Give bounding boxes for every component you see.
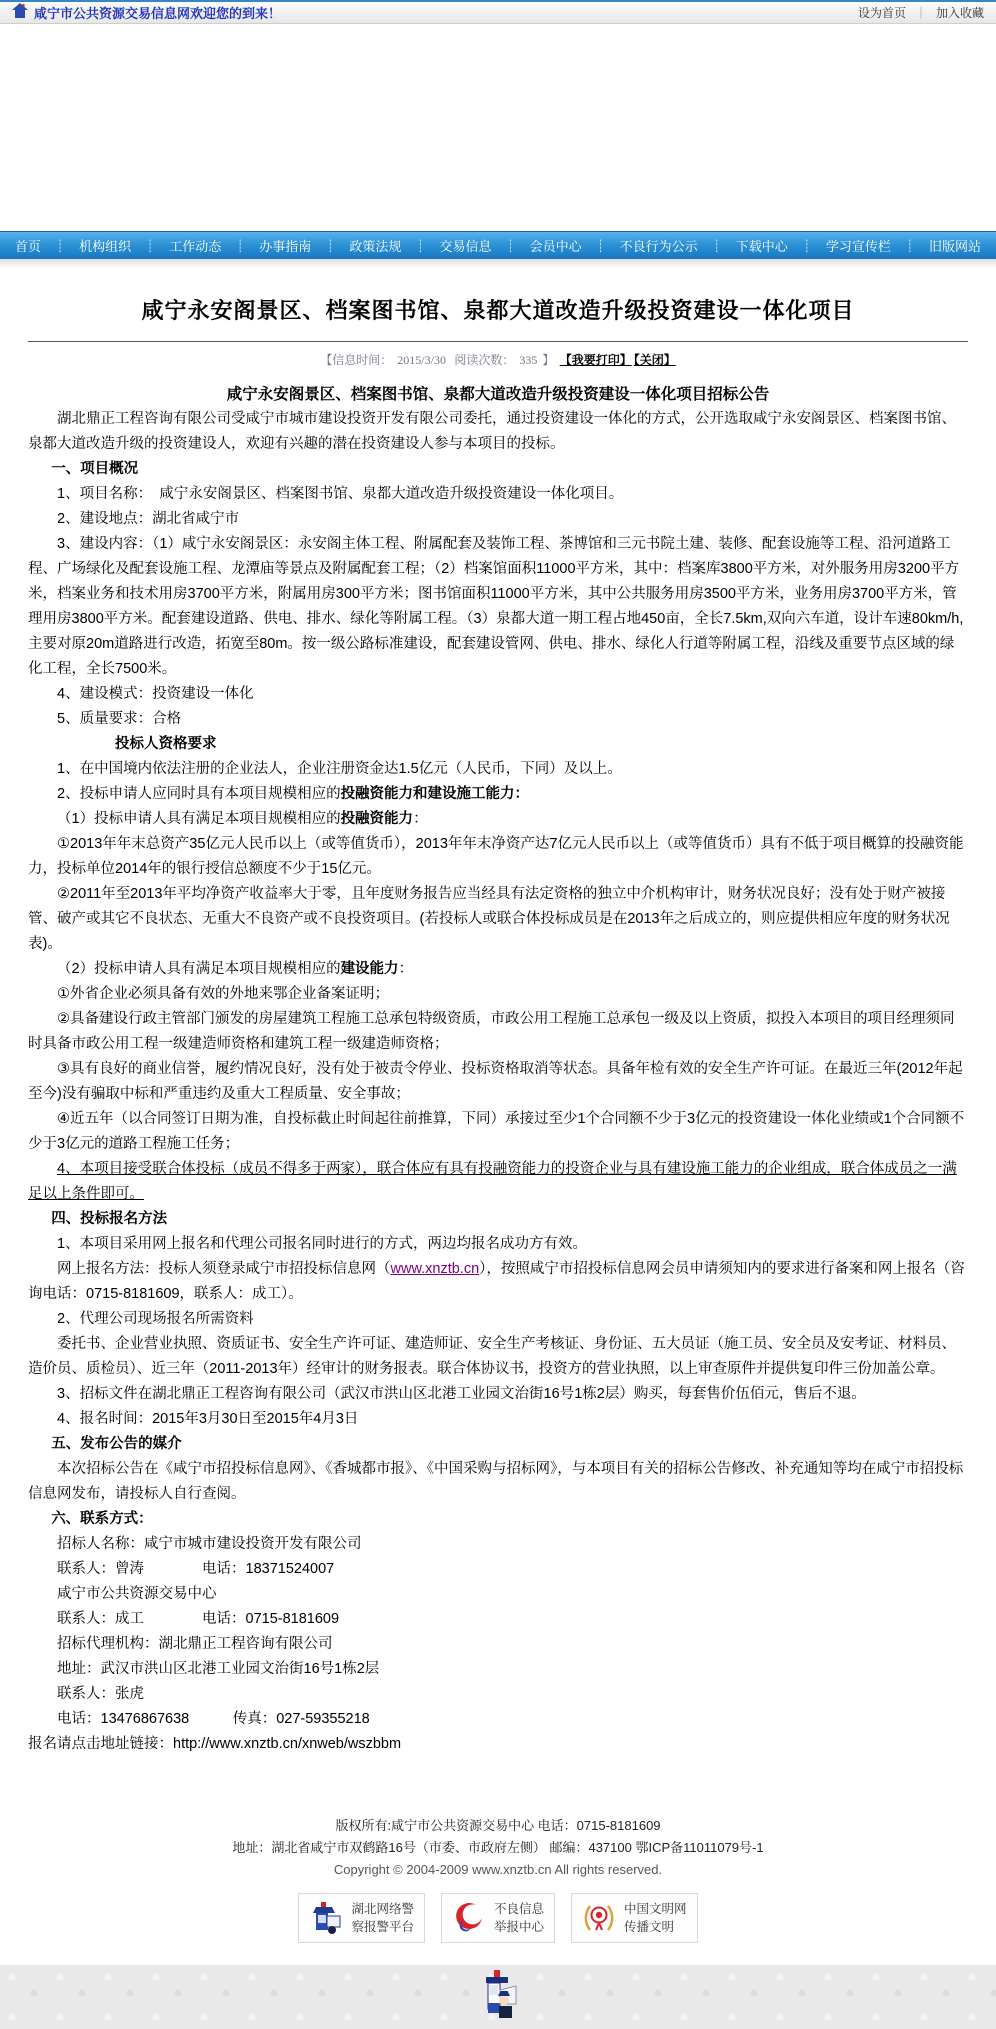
badge-label-line: 举报中心 (493, 1920, 544, 1934)
nav-separator: ┊ (803, 238, 811, 253)
nav-separator: ┊ (597, 238, 605, 253)
article-paragraph (28, 807, 968, 832)
paragraph-text: 3、招标文件在湖北鼎正工程咨询有限公司（武汉市洪山区北港工业园文治街16号1栋2层）购买，每套售价伍佰元，售后不退。 (57, 1386, 866, 1402)
nav-separator: ┊ (146, 238, 154, 253)
article-paragraph (28, 707, 968, 732)
paragraph-text: 地址：武汉市洪山区北港工业园文治街16号1栋2层 (57, 1661, 380, 1677)
article-paragraph (28, 1732, 968, 1757)
article-paragraph (28, 532, 968, 682)
article-paragraph (28, 1657, 968, 1682)
nav-item-work-news[interactable]: 工作动态 (169, 239, 222, 254)
paragraph-text: 招标人名称：咸宁市城市建设投资开发有限公司 (57, 1536, 362, 1552)
nav-separator: ┊ (236, 238, 244, 253)
paragraph-text: 联系人：张虎 (57, 1686, 144, 1702)
article-paragraph (28, 507, 968, 532)
badge-label-line: 传播文明 (624, 1920, 675, 1934)
paragraph-text: 3、建设内容：（1）咸宁永安阁景区：永安阁主体工程、附属配套及装饰工程、茶博馆和三元书院土建、装修、配套设施等工程、沿河道路工程、广场绿化及配套设施工程、龙潭庙等景点及附属配套工程；（2）档案馆面积11000平方米，其中：档案库3800平方米，对外服务用房3200平方米，档案业务和技术用房3700平方米，附属用房300平方米；图书馆面积11000平方米，其中公共服务用房3500平方米，业务用房3700平方米，管理用房3800平方米。配套建设道路、供电、排水、绿化等附属工程。（3）泉都大道一期工程占地450亩，全长7.5km,双向六车道，设计车速80km/h,主要对原20m道路进行改造，拓宽至80m。按一级公路标准建设，配套建设管网、供电、排水、绿化人行道等附属工程，沿线及重要节点区域的绿化工程，全长7500米。 (28, 536, 964, 677)
nav-separator: ┊ (326, 238, 334, 253)
footer (0, 1757, 996, 1943)
paragraph-text: 投标人资格要求 (115, 736, 217, 752)
footer-copyright: Copyright © 2004-2009 www.xnztb.cn All rights reserved. (333, 1862, 663, 1877)
badge-label-line: 不良信息 (493, 1902, 544, 1916)
article-paragraph (28, 407, 968, 457)
article-paragraph (28, 782, 968, 807)
topbar (0, 0, 996, 24)
paragraph-text: 4、本项目接受联合体投标（成员不得多于两家），联合体应有具有投融资能力的投资企业与具有建设施工能力的企业组成，联合体成员之一满足以上条件即可。 (28, 1161, 957, 1202)
paragraph-text: ： (398, 961, 414, 977)
paragraph-text: 联系人：成工 电话：0715-8181609 (57, 1611, 340, 1627)
article-paragraph (28, 1532, 968, 1557)
article-paragraph (28, 1682, 968, 1707)
section-heading (28, 1507, 968, 1532)
article-paragraph (28, 1382, 968, 1407)
read-count-value: 335 (519, 353, 538, 367)
article-paragraph (28, 1707, 968, 1732)
nav-separator: ┊ (713, 238, 721, 253)
topbar-divider: ｜ (914, 6, 927, 20)
badge-label (624, 1900, 687, 1936)
footer-badge[interactable] (441, 1893, 555, 1943)
paragraph-text: （2）投标申请人具有满足本项目规模相应的 (57, 961, 341, 977)
paragraph-text: 1、本项目采用网上报名和代理公司报名同时进行的方式，两边均报名成功方有效。 (57, 1236, 588, 1252)
nav-bottom-strip (0, 259, 996, 268)
badge-label-line: 中国文明网 (624, 1902, 687, 1916)
badge-label-line: 察报警平台 (351, 1920, 414, 1934)
set-home-link[interactable]: 设为首页 (857, 6, 906, 20)
nav-item-member-center[interactable]: 会员中心 (529, 239, 582, 254)
nav-item-organization[interactable]: 机构组织 (79, 239, 132, 254)
read-count-label: 阅读次数： (454, 353, 515, 367)
article-paragraph (28, 482, 968, 507)
paragraph-text: 投融资能力 (340, 811, 414, 827)
topbar-left (12, 3, 281, 23)
paragraph-text: 咸宁市公共资源交易中心 (57, 1586, 217, 1602)
nav-separator: ┊ (56, 238, 64, 253)
paragraph-text: ③具有良好的商业信誉，履约情况良好，没有处于被责令停业、投标资格取消等状态。具备年检有效的安全生产许可证。在最近三年(2012年起至今)没有骗取中标和严重违约及重大工程质量、安全事故； (28, 1061, 963, 1102)
paragraph-text: ②具备建设行政主管部门颁发的房屋建筑工程施工总承包特级资质，市政公用工程施工总承包一级及以上资质，拟投入本项目的项目经理须同时具备市政公用工程一级建造师资格和建筑工程一级建造师资格； (28, 1011, 955, 1052)
nav-separator: ┊ (416, 238, 425, 253)
title-divider (28, 341, 968, 342)
paragraph-text: 1、在中国境内依法注册的企业法人，企业注册资金达1.5亿元（人民币，下同）及以上。 (57, 761, 622, 777)
badge-label (494, 1900, 544, 1936)
article-paragraph (28, 1057, 968, 1107)
main-nav (0, 231, 996, 259)
paragraph-text: 六、联系方式： (51, 1511, 153, 1527)
article-paragraph (28, 1407, 968, 1432)
article-paragraph (28, 1582, 968, 1607)
topbar-right (858, 4, 984, 21)
announcement-title (28, 382, 968, 407)
article-paragraph (28, 1332, 968, 1382)
paragraph-text: 4、建设模式：投资建设一体化 (57, 686, 254, 702)
inline-link[interactable]: www.xnztb.cn (390, 1261, 480, 1277)
paragraph-text: 2、投标申请人应同时具有本项目规模相应的 (57, 786, 341, 802)
nav-item-service-guide[interactable]: 办事指南 (259, 239, 312, 254)
report-center-icon (452, 1901, 486, 1935)
article-paragraph (28, 1457, 968, 1507)
nav-item-old-site[interactable]: 旧版网站 (928, 239, 981, 254)
paragraph-text: ①外省企业必须具备有效的外地来鄂企业备案证明； (57, 986, 389, 1002)
nav-item-bad-behavior[interactable]: 不良行为公示 (619, 239, 698, 254)
paragraph-text: 4、报名时间：2015年3月30日至2015年4月3日 (57, 1411, 359, 1427)
paragraph-text: ： (413, 811, 428, 827)
banner-placeholder (0, 24, 996, 231)
footer-badge[interactable] (571, 1893, 698, 1943)
add-favorite-link[interactable]: 加入收藏 (935, 6, 984, 20)
page-title: 咸宁永安阁景区、档案图书馆、泉都大道改造升级投资建设一体化项目 (141, 298, 855, 323)
paragraph-text: ），按照咸宁市招投标信息网会员申请须知内的要求进行备案和网上报名（咨询电话：0715-8181609，联系人：成工）。 (28, 1261, 965, 1302)
section-heading (28, 1432, 968, 1457)
paragraph-text: 一、项目概况 (51, 461, 139, 477)
paragraph-text: 5、质量要求：合格 (57, 711, 182, 727)
civilization-network-icon (582, 1901, 616, 1935)
paragraph-text: 报名请点击地址链接：http://www.xnztb.cn/xnweb/wszbbm (28, 1736, 402, 1752)
paragraph-text: 招标代理机构：湖北鼎正工程咨询有限公司 (57, 1636, 333, 1652)
paragraph-text: 电话：13476867638 传真：027-59355218 (57, 1711, 370, 1727)
article-paragraph (28, 982, 968, 1007)
print-link[interactable]: 【我要打印】 (559, 353, 632, 367)
paragraph-text: 建设能力 (340, 961, 399, 977)
footer-address: 地址：湖北省咸宁市双鹤路16号（市委、市政府左侧） 邮编：437100 鄂ICP备11011079号-1 (232, 1840, 764, 1855)
footer-copyright-owner: 版权所有:咸宁市公共资源交易中心 电话：0715-8181609 (335, 1818, 661, 1833)
info-time-label: 【信息时间： (320, 353, 393, 367)
hubei-cyber-police-icon (309, 1901, 343, 1935)
article-meta (28, 351, 968, 368)
paragraph-text: 咸宁永安阁景区、档案图书馆、泉都大道改造升级投资建设一体化项目招标公告 (226, 386, 770, 403)
article-paragraph (28, 957, 968, 982)
paragraph-text: ①2013年年末总资产35亿元人民币以上（或等值货币），2013年年末净资产达7亿元人民币以上（或等值货币）具有不低于项目概算的投融资能力，投标单位2014年的银行授信总额度不少于15亿元。 (28, 836, 964, 877)
paragraph-text: 1、项目名称： 咸宁永安阁景区、档案图书馆、泉都大道改造升级投资建设一体化项目。 (57, 486, 624, 502)
section-heading (28, 457, 968, 482)
paragraph-text: 联系人：曾涛 电话：18371524007 (57, 1561, 335, 1577)
article-paragraph (28, 1632, 968, 1657)
nav-separator: ┊ (906, 238, 914, 253)
section-heading (28, 1207, 968, 1232)
paragraph-text: 委托书、企业营业执照、资质证书、安全生产许可证、建造师证、安全生产考核证、身份证、五大员证（施工员、安全员及安考证、材料员、造价员、质检员）、近三年（2011-2013年）经审计的财务报表。联合体协议书，投资方的营业执照，以上审查原件并提供复印件三份加盖公章。 (28, 1336, 956, 1377)
bottom-decorative-band (0, 1965, 996, 2029)
badge-label-line: 湖北网络警 (351, 1902, 414, 1916)
article-paragraph (28, 757, 968, 782)
info-time-value: 2015/3/30 (397, 353, 446, 367)
paragraph-text: 本次招标公告在《咸宁市招投标信息网》、《香城都市报》、《中国采购与招标网》，与本项目有关的招标公告修改、补充通知等均在咸宁市招投标信息网发布，请投标人自行查阅。 (28, 1461, 964, 1502)
meta-close-bracket: 】 (542, 353, 555, 367)
article-paragraph (28, 1157, 968, 1207)
article-paragraph (28, 1557, 968, 1582)
paragraph-text: 2、代理公司现场报名所需资料 (57, 1311, 254, 1327)
nav-item-download[interactable]: 下载中心 (735, 239, 788, 254)
nav-item-policy[interactable]: 政策法规 (349, 239, 402, 254)
paragraph-text: ④近五年（以合同签订日期为准，自投标截止时间起往前推算，下同）承接过至少1个合同额不少于3亿元的投资建设一体化业绩或1个合同额不少于3亿元的道路工程施工任务； (28, 1111, 965, 1152)
article-paragraph (28, 1307, 968, 1332)
paragraph-text: ②2011年至2013年平均净资产收益率大于零，且年度财务报告应当经具有法定资格的独立中介机构审计，财务状况良好；没有处于财产被接管、破产或其它不良状态、无重大不良资产或不良投资项目。(若投标人或联合体投标成员是在2013年之后成立的，则应提供相应年度的财务状况表)。 (28, 886, 950, 952)
article (0, 268, 996, 1757)
close-link[interactable]: 【关闭】 (633, 353, 676, 367)
paragraph-text: 投融资能力和建设施工能力： (340, 786, 530, 802)
article-paragraph (28, 1607, 968, 1632)
paragraph-text: 四、投标报名方法 (51, 1211, 168, 1227)
nav-item-study-publicity[interactable]: 学习宣传栏 (825, 239, 891, 254)
article-body (28, 382, 968, 1757)
police-mascot-icon[interactable] (478, 1970, 518, 2024)
article-paragraph (28, 1007, 968, 1057)
paragraph-text: 2、建设地点：湖北省咸宁市 (57, 511, 240, 527)
welcome-text: 咸宁市公共资源交易信息网欢迎您的到来！ (34, 6, 282, 21)
footer-badge[interactable] (298, 1893, 425, 1943)
paragraph-text: 湖北鼎正工程咨询有限公司受咸宁市城市建设投资开发有限公司委托，通过投资建设一体化的方式，公开选取咸宁永安阁景区、档案图书馆、泉都大道改造升级的投资建设人，欢迎有兴趣的潜在投资建设人参与本项目的投标。 (28, 411, 956, 452)
article-paragraph (28, 832, 968, 882)
paragraph-text: 五、发布公告的媒介 (51, 1436, 182, 1452)
nav-item-home[interactable]: 首页 (15, 239, 42, 254)
badge-label (351, 1900, 414, 1936)
article-paragraph (28, 1107, 968, 1157)
article-paragraph (28, 1232, 968, 1257)
article-paragraph (28, 682, 968, 707)
article-paragraph (28, 1257, 968, 1307)
footer-badges (0, 1893, 996, 1943)
nav-item-trade-info[interactable]: 交易信息 (439, 239, 492, 254)
paragraph-text: 网上报名方法：投标人须登录咸宁市招投标信息网（ (57, 1261, 391, 1277)
section-heading (28, 732, 968, 757)
paragraph-text: （1）投标申请人具有满足本项目规模相应的 (57, 811, 341, 827)
article-paragraph (28, 882, 968, 957)
nav-separator: ┊ (506, 238, 515, 253)
home-icon (12, 3, 28, 23)
